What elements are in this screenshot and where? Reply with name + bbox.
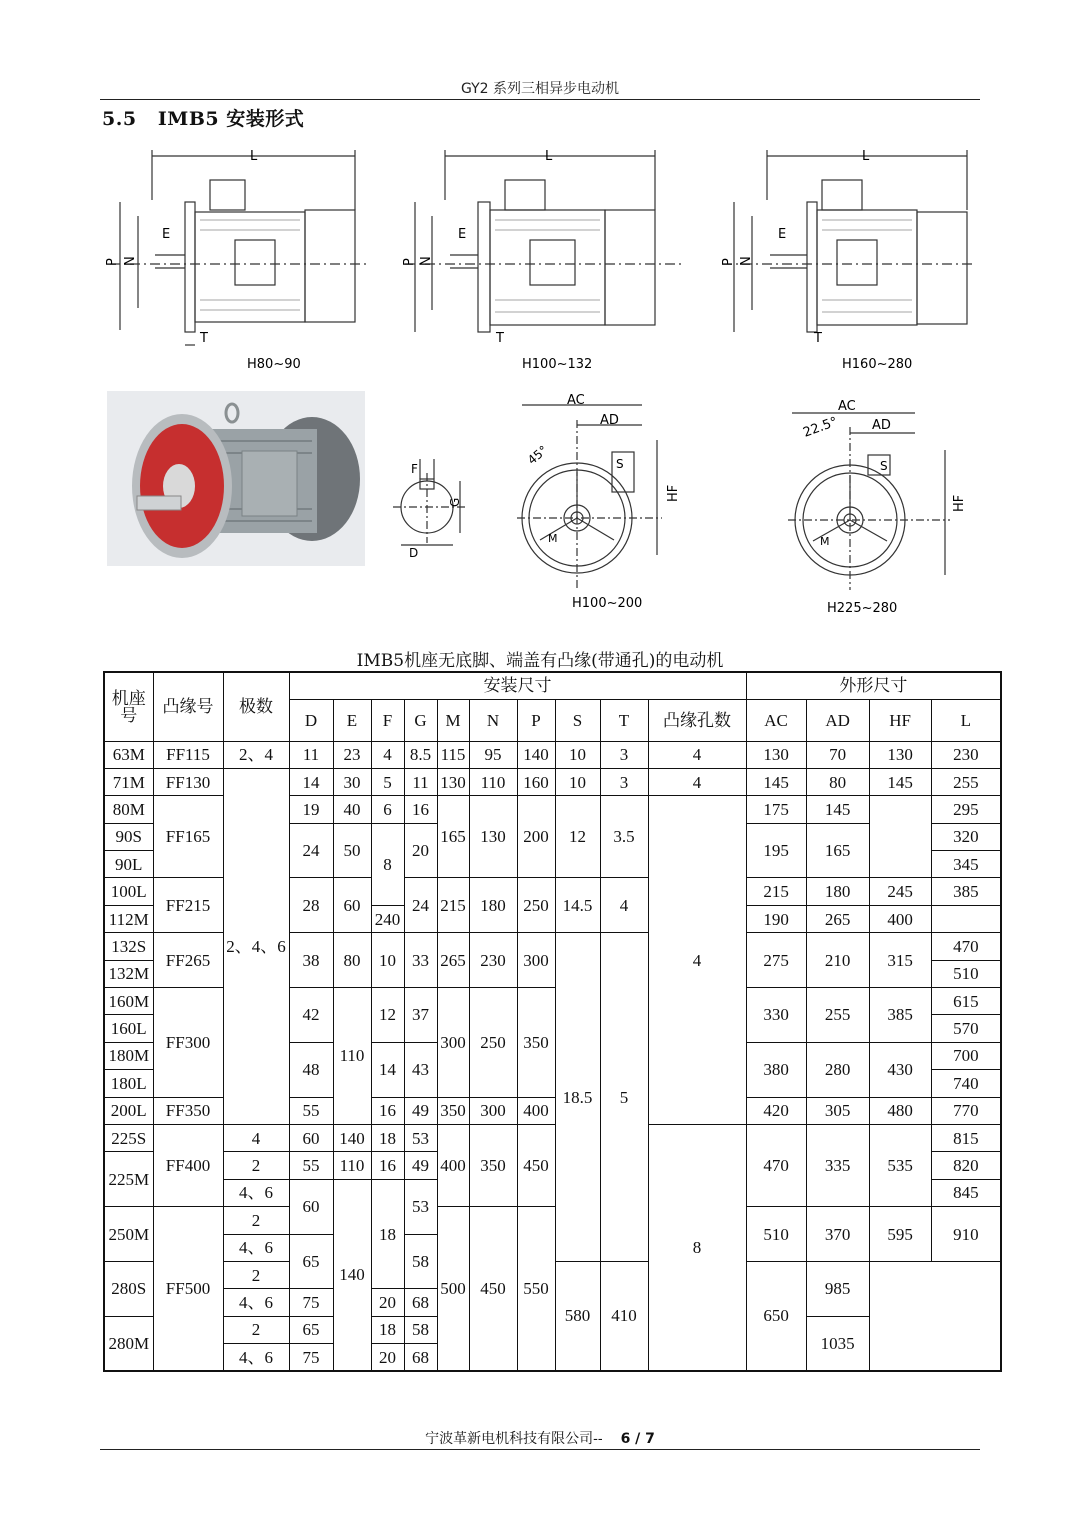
header-d: D [289, 699, 333, 741]
cell-flange: FF300 [153, 988, 223, 1098]
side-view-drawing-h160 [712, 140, 980, 380]
cell-m: 350 [437, 1097, 469, 1124]
svg-text:M: M [820, 535, 830, 548]
cell-l: 510 [931, 960, 1001, 987]
cell-ad: 165 [806, 823, 869, 878]
footer-rule [100, 1449, 980, 1450]
cell-ad: 80 [806, 768, 869, 795]
caption-h100-200: H100~200 [572, 596, 643, 611]
svg-text:P: P [721, 258, 736, 266]
cell-ac: 175 [746, 796, 806, 823]
cell-hf: 480 [869, 1097, 931, 1124]
cell-frame: 225S [104, 1124, 153, 1151]
cell-ac: 420 [746, 1097, 806, 1124]
svg-text:22.5°: 22.5° [801, 414, 840, 441]
cell-l: 910 [931, 1207, 1001, 1262]
cell-l: 740 [931, 1070, 1001, 1097]
cell-hf: 535 [869, 1124, 931, 1206]
svg-text:P: P [402, 258, 417, 266]
svg-text:E: E [162, 227, 171, 242]
cell-ad: 180 [806, 878, 869, 905]
svg-text:L: L [862, 149, 870, 164]
svg-text:T: T [200, 331, 208, 346]
cell-l: 570 [931, 1015, 1001, 1042]
cell-g: 20 [404, 823, 437, 878]
cell-e: 30 [333, 768, 371, 795]
header-rule [100, 99, 980, 100]
cell-g: 53 [404, 1179, 437, 1234]
caption-h80: H80~90 [247, 357, 301, 372]
header-outline: 外形尺寸 [746, 672, 1001, 699]
header-ac: AC [746, 699, 806, 741]
cell-e: 140 [333, 1124, 371, 1151]
cell-n: 130 [469, 796, 517, 878]
header-m: M [437, 699, 469, 741]
page-number: 6 / 7 [620, 1431, 655, 1447]
cell-frame: 90S [104, 823, 153, 850]
cell-flange: FF400 [153, 1124, 223, 1206]
table-row [104, 1207, 1001, 1234]
cell-frame: 71M [104, 768, 153, 795]
cell-e: 110 [333, 988, 371, 1125]
cell-l: 615 [931, 988, 1001, 1015]
header-frame: 机座号 [104, 672, 153, 741]
cell-t: 3.5 [600, 796, 648, 878]
cell-frame: 90L [104, 851, 153, 878]
cell-ad: 370 [806, 1207, 869, 1262]
cell-g: 11 [404, 768, 437, 795]
svg-text:N: N [419, 256, 434, 266]
cell-e: 23 [333, 741, 371, 768]
cell-frame: 180L [104, 1070, 153, 1097]
svg-text:AD: AD [872, 418, 891, 433]
header-e: E [333, 699, 371, 741]
section-title: 5.5 IMB5 安装形式 [102, 108, 305, 130]
cell-p: 140 [517, 741, 555, 768]
cell-ac: 470 [746, 1124, 806, 1206]
svg-text:T: T [814, 331, 822, 346]
cell-e: 80 [333, 933, 371, 988]
cell-d: 48 [289, 1042, 333, 1097]
cell-l: 985 [806, 1261, 869, 1316]
cell-d: 65 [289, 1316, 333, 1343]
cell-d: 55 [289, 1097, 333, 1124]
cell-p: 160 [517, 768, 555, 795]
cell-f: 20 [371, 1289, 404, 1316]
svg-text:S: S [880, 459, 888, 473]
cell-f: 6 [371, 796, 404, 823]
svg-text:P: P [105, 258, 120, 266]
svg-text:N: N [123, 256, 138, 266]
cell-g: 49 [404, 1152, 437, 1179]
page-footer [0, 1428, 1080, 1448]
cell-m: 265 [437, 933, 469, 988]
svg-text:F: F [411, 462, 418, 476]
cell-ac: 330 [746, 988, 806, 1043]
cell-flange: FF350 [153, 1097, 223, 1124]
cell-p: 250 [517, 878, 555, 933]
cell-poles: 4 [223, 1124, 289, 1151]
svg-text:E: E [778, 227, 787, 242]
cell-f: 16 [371, 1097, 404, 1124]
cell-d: 19 [289, 796, 333, 823]
cell-hf: 315 [869, 933, 931, 988]
cell-ac: 145 [746, 768, 806, 795]
table-row [104, 741, 1001, 768]
cell-ac: 510 [746, 1207, 806, 1262]
cell-d: 42 [289, 988, 333, 1043]
header-p: P [517, 699, 555, 741]
cell-frame: 225M [104, 1152, 153, 1207]
cell-g: 68 [404, 1344, 437, 1371]
cell-hf: 650 [746, 1261, 806, 1371]
cell-n: 450 [469, 1207, 517, 1371]
svg-text:T: T [496, 331, 504, 346]
cell-l: 400 [869, 905, 931, 932]
svg-text:AD: AD [600, 413, 619, 428]
cell-ad: 305 [806, 1097, 869, 1124]
cell-flange: FF165 [153, 796, 223, 878]
cell-l: 845 [931, 1179, 1001, 1206]
cell-n: 350 [469, 1124, 517, 1206]
header-l: L [931, 699, 1001, 741]
cell-s: 14.5 [555, 878, 600, 933]
cell-e: 140 [333, 1179, 371, 1371]
cell-g: 68 [404, 1289, 437, 1316]
cell-g: 33 [404, 933, 437, 988]
cell-l: 700 [931, 1042, 1001, 1069]
cell-poles: 2 [223, 1316, 289, 1343]
cell-ad: 145 [806, 796, 869, 823]
cell-n: 95 [469, 741, 517, 768]
cell-f: 18 [371, 1179, 404, 1289]
cell-frame: 250M [104, 1207, 153, 1262]
cell-l: 385 [931, 878, 1001, 905]
cell-poles: 4、6 [223, 1344, 289, 1371]
cell-d: 75 [289, 1289, 333, 1316]
cell-n: 180 [469, 878, 517, 933]
cell-m: 500 [437, 1207, 469, 1371]
cell-hf: 130 [869, 741, 931, 768]
cell-e: 50 [333, 823, 371, 878]
cell-d: 65 [289, 1234, 333, 1289]
svg-text:AC: AC [838, 399, 856, 414]
cell-poles: 4、6 [223, 1179, 289, 1206]
header-poles: 极数 [223, 672, 289, 741]
cell-l: 470 [931, 933, 1001, 960]
cell-l: 1035 [806, 1316, 869, 1371]
cell-ac: 380 [746, 1042, 806, 1097]
cell-l: 295 [931, 796, 1001, 823]
cell-d: 55 [289, 1152, 333, 1179]
cell-frame: 112M [104, 905, 153, 932]
cell-flange: FF130 [153, 768, 223, 795]
cell-g: 24 [404, 878, 437, 933]
cell-hf-empty [869, 796, 931, 878]
cell-ac: 275 [746, 933, 806, 988]
side-view-drawing-h80 [100, 140, 380, 380]
cell-frame: 63M [104, 741, 153, 768]
cell-ad: 190 [746, 905, 806, 932]
cell-frame: 80M [104, 796, 153, 823]
cell-t: 4 [600, 878, 648, 933]
cell-hf: 595 [869, 1207, 931, 1262]
header-flange: 凸缘号 [153, 672, 223, 741]
cell-frame: 180M [104, 1042, 153, 1069]
cell-g: 58 [404, 1234, 437, 1289]
cell-g: 16 [404, 796, 437, 823]
cell-n: 300 [469, 1097, 517, 1124]
cell-d: 24 [289, 823, 333, 878]
cell-ac: 240 [371, 905, 404, 932]
cell-flange: FF215 [153, 878, 223, 933]
cell-flange: FF115 [153, 741, 223, 768]
cell-holes: 4 [648, 796, 746, 1125]
cell-n: 250 [469, 988, 517, 1098]
cell-ad: 280 [806, 1042, 869, 1097]
svg-text:HF: HF [952, 494, 967, 512]
cell-p: 450 [517, 1124, 555, 1206]
svg-text:HF: HF [666, 484, 681, 502]
svg-text:D: D [409, 546, 419, 560]
cell-flange: FF265 [153, 933, 223, 988]
cell-e: 110 [333, 1152, 371, 1179]
cell-poles: 2 [223, 1207, 289, 1234]
cell-poles: 2 [223, 1152, 289, 1179]
cell-f: 10 [371, 933, 404, 988]
cell-p: 200 [517, 796, 555, 878]
cell-poles: 4、6 [223, 1289, 289, 1316]
svg-text:E: E [458, 227, 467, 242]
cell-p: 400 [517, 1097, 555, 1124]
cell-ad: 410 [600, 1261, 648, 1371]
cell-f: 4 [371, 741, 404, 768]
cell-p: 350 [517, 988, 555, 1098]
cell-s: 10 [555, 741, 600, 768]
cell-poles: 2 [223, 1261, 289, 1288]
cell-f: 20 [371, 1344, 404, 1371]
spec-table [103, 671, 1002, 1372]
header-install: 安装尺寸 [289, 672, 746, 699]
cell-d: 28 [289, 878, 333, 933]
cell-frame: 132S [104, 933, 153, 960]
table-row [104, 1124, 1001, 1151]
cell-g: 43 [404, 1042, 437, 1097]
cell-f: 14 [371, 1042, 404, 1097]
cell-m: 115 [437, 741, 469, 768]
cell-holes: 4 [648, 741, 746, 768]
motor-photo [107, 391, 365, 566]
header-n: N [469, 699, 517, 741]
cell-n: 110 [469, 768, 517, 795]
cell-p: 550 [517, 1207, 555, 1371]
cell-flange: FF500 [153, 1207, 223, 1371]
header-f: F [371, 699, 404, 741]
cell-hf: 145 [869, 768, 931, 795]
cell-l: 255 [931, 768, 1001, 795]
end-view-drawing-h100 [512, 390, 692, 615]
cell-poles: 2、4 [223, 741, 289, 768]
cell-ac: 580 [555, 1261, 600, 1371]
cell-d: 11 [289, 741, 333, 768]
cell-hf: 245 [869, 878, 931, 905]
cell-p: 300 [517, 933, 555, 988]
cell-s: 12 [555, 796, 600, 878]
cell-ac: 215 [746, 878, 806, 905]
cell-g: 58 [404, 1316, 437, 1343]
caption-h160: H160~280 [842, 357, 913, 372]
cell-ad: 255 [806, 988, 869, 1043]
cell-d: 14 [289, 768, 333, 795]
cell-frame: 280M [104, 1316, 153, 1371]
cell-ad: 210 [806, 933, 869, 988]
cell-hf: 385 [869, 988, 931, 1043]
cell-l: 770 [931, 1097, 1001, 1124]
cell-t: 5 [600, 933, 648, 1262]
shaft-end-drawing [385, 445, 475, 560]
cell-n: 230 [469, 933, 517, 988]
cell-g: 49 [404, 1097, 437, 1124]
cell-f: 16 [371, 1152, 404, 1179]
cell-f: 18 [371, 1124, 404, 1151]
dim-l-label: L [250, 149, 258, 164]
cell-f: 5 [371, 768, 404, 795]
cell-f: 18 [371, 1316, 404, 1343]
cell-ac: 130 [746, 741, 806, 768]
header-holes: 凸缘孔数 [648, 699, 746, 741]
cell-d: 60 [289, 1179, 333, 1234]
svg-text:L: L [545, 149, 553, 164]
cell-frame: 160M [104, 988, 153, 1015]
cell-ad: 335 [806, 1124, 869, 1206]
svg-text:45°: 45° [524, 442, 551, 468]
cell-holes: 8 [648, 1124, 746, 1371]
cell-frame: 280S [104, 1261, 153, 1316]
cell-holes: 4 [648, 768, 746, 795]
header-hf: HF [869, 699, 931, 741]
svg-text:M: M [548, 532, 558, 545]
cell-d: 60 [289, 1124, 333, 1151]
table-caption: IMB5机座无底脚、端盖有凸缘(带通孔)的电动机 [356, 651, 724, 671]
cell-l: 815 [931, 1124, 1001, 1151]
caption-h100: H100~132 [522, 357, 593, 372]
cell-g: 8.5 [404, 741, 437, 768]
cell-l: 820 [931, 1152, 1001, 1179]
svg-text:N: N [739, 256, 754, 266]
cell-f: 12 [371, 988, 404, 1043]
cell-t: 3 [600, 741, 648, 768]
cell-frame: 132M [104, 960, 153, 987]
cell-m: 400 [437, 1124, 469, 1206]
cell-s: 10 [555, 768, 600, 795]
cell-hf: 265 [806, 905, 869, 932]
cell-ad: 70 [806, 741, 869, 768]
cell-poles: 2、4、6 [223, 768, 289, 1124]
footer-company: 宁波革新电机科技有限公司-- [425, 1431, 603, 1447]
cell-ac: 195 [746, 823, 806, 878]
cell-m: 215 [437, 878, 469, 933]
caption-h225-280: H225~280 [827, 601, 898, 616]
cell-poles: 4、6 [223, 1234, 289, 1261]
header-g: G [404, 699, 437, 741]
cell-d: 75 [289, 1344, 333, 1371]
cell-s: 18.5 [555, 933, 600, 1262]
cell-d: 38 [289, 933, 333, 988]
side-view-drawing-h100 [400, 140, 690, 380]
header-t: T [600, 699, 648, 741]
end-view-drawing-h225 [780, 395, 970, 620]
cell-f: 8 [371, 823, 404, 905]
cell-l: 345 [931, 851, 1001, 878]
header-s: S [555, 699, 600, 741]
cell-e: 60 [333, 878, 371, 933]
cell-l: 230 [931, 741, 1001, 768]
cell-m: 165 [437, 796, 469, 878]
cell-g: 37 [404, 988, 437, 1043]
header-ad: AD [806, 699, 869, 741]
cell-l: 320 [931, 823, 1001, 850]
cell-hf: 430 [869, 1042, 931, 1097]
cell-g: 53 [404, 1124, 437, 1151]
svg-text:AC: AC [567, 393, 585, 408]
page-header: GY2 系列三相异步电动机 [460, 81, 620, 97]
svg-text:S: S [616, 457, 624, 471]
svg-text:G: G [448, 497, 462, 507]
cell-m: 300 [437, 988, 469, 1098]
cell-frame: 200L [104, 1097, 153, 1124]
cell-e: 40 [333, 796, 371, 823]
cell-t: 3 [600, 768, 648, 795]
cell-m: 130 [437, 768, 469, 795]
cell-frame: 100L [104, 878, 153, 905]
cell-frame: 160L [104, 1015, 153, 1042]
table-row [104, 768, 1001, 795]
